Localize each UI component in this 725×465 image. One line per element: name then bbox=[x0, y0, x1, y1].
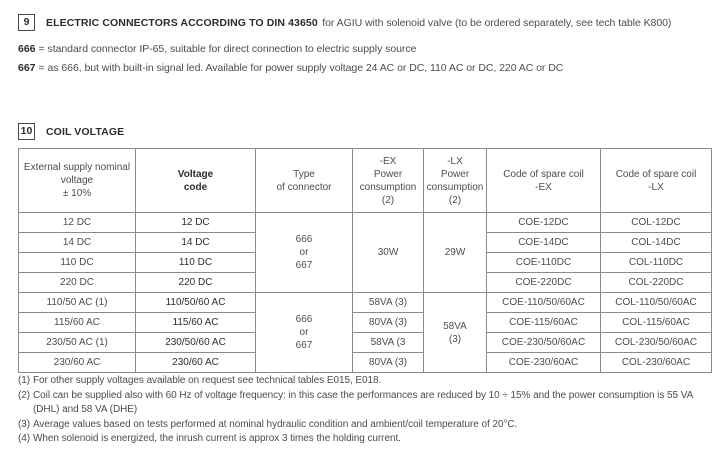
cell-supply-voltage: 14 DC bbox=[19, 233, 136, 253]
cell-ex-power: 58VA (3) bbox=[353, 293, 424, 313]
footnote-text: When solenoid is energized, the inrush current is approx 3 times the holding current. bbox=[33, 433, 401, 444]
footnote-marker: (2) bbox=[18, 389, 31, 401]
column-header-voltage-code: Voltage code bbox=[136, 149, 256, 213]
footnote-item bbox=[18, 432, 718, 447]
column-header-ex-power: -EX Power consumption (2) bbox=[353, 149, 424, 213]
section-10-number: 10 bbox=[18, 123, 35, 140]
footnote-text: Average values based on tests performed at nominal hydraulic condition and ambient/coil temperature of 20°C. bbox=[33, 418, 518, 430]
cell-spare-coil-lx: COL-115/60AC bbox=[601, 313, 712, 333]
cell-spare-coil-ex: COE-110/50/60AC bbox=[487, 293, 601, 313]
cell-ex-power: 80VA (3) bbox=[353, 353, 424, 373]
table-row bbox=[19, 213, 712, 233]
cell-voltage-code: 110 DC bbox=[136, 253, 256, 273]
connector-code-equals: = bbox=[38, 43, 45, 55]
connector-code-text: standard connector IP-65, suitable for direct connection to electric supply source bbox=[47, 43, 417, 55]
connector-code-equals: = bbox=[38, 62, 45, 74]
cell-spare-coil-lx: COL-110DC bbox=[601, 253, 712, 273]
cell-voltage-code: 220 DC bbox=[136, 273, 256, 293]
cell-spare-coil-ex: COE-230/60AC bbox=[487, 353, 601, 373]
cell-ex-power: 58VA (3 bbox=[353, 333, 424, 353]
cell-voltage-code: 115/60 AC bbox=[136, 313, 256, 333]
cell-connector-type-dc: 666 or 667 bbox=[256, 213, 353, 293]
footnote-marker: (4) bbox=[18, 433, 31, 444]
cell-supply-voltage: 220 DC bbox=[19, 273, 136, 293]
cell-spare-coil-lx: COL-14DC bbox=[601, 233, 712, 253]
cell-spare-coil-ex: COE-12DC bbox=[487, 213, 601, 233]
cell-lx-power-dc: 29W bbox=[424, 213, 487, 293]
section-9-subtitle: for AGIU with solenoid valve (to be ordered separately, see tech table K800) bbox=[322, 17, 672, 29]
connector-code-item bbox=[18, 40, 563, 59]
cell-spare-coil-lx: COL-110/50/60AC bbox=[601, 293, 712, 313]
cell-voltage-code: 110/50/60 AC bbox=[136, 293, 256, 313]
table-row bbox=[19, 353, 712, 373]
footnotes-block bbox=[18, 374, 718, 447]
footnote-item bbox=[18, 374, 718, 389]
coil-voltage-table bbox=[18, 148, 712, 373]
cell-spare-coil-lx: COL-230/50/60AC bbox=[601, 333, 712, 353]
table-row bbox=[19, 293, 712, 313]
cell-supply-voltage: 230/50 AC (1) bbox=[19, 333, 136, 353]
cell-connector-type-ac: 666 or 667 bbox=[256, 293, 353, 373]
column-header-spare-coil-lx: Code of spare coil -LX bbox=[601, 149, 712, 213]
table-row bbox=[19, 313, 712, 333]
cell-spare-coil-ex: COE-220DC bbox=[487, 273, 601, 293]
column-header-spare-coil-ex: Code of spare coil -EX bbox=[487, 149, 601, 213]
cell-spare-coil-lx: COL-12DC bbox=[601, 213, 712, 233]
cell-supply-voltage: 230/60 AC bbox=[19, 353, 136, 373]
section-9-title: ELECTRIC CONNECTORS ACCORDING TO DIN 43650 bbox=[46, 17, 318, 29]
cell-spare-coil-ex: COE-14DC bbox=[487, 233, 601, 253]
cell-spare-coil-ex: COE-230/50/60AC bbox=[487, 333, 601, 353]
cell-spare-coil-lx: COL-220DC bbox=[601, 273, 712, 293]
section-9-number: 9 bbox=[18, 14, 35, 31]
connector-code-list bbox=[18, 40, 563, 78]
table-header-row bbox=[19, 149, 712, 213]
footnote-text: For other supply voltages available on request see technical tables E015, E018. bbox=[33, 375, 382, 386]
section-10-header bbox=[18, 123, 124, 140]
cell-ex-power-dc: 30W bbox=[353, 213, 424, 293]
footnote-text: Coil can be supplied also with 60 Hz of voltage frequency: in this case the performances are reduced by 10 ÷ 15% and the power consumption is 55 VA (DHL) and 58 VA (DHE) bbox=[33, 389, 693, 415]
cell-lx-power-ac: 58VA (3) bbox=[424, 293, 487, 373]
section-9-header bbox=[18, 13, 671, 31]
cell-supply-voltage: 110 DC bbox=[19, 253, 136, 273]
table-row bbox=[19, 333, 712, 353]
cell-spare-coil-ex: COE-115/60AC bbox=[487, 313, 601, 333]
cell-voltage-code: 230/50/60 AC bbox=[136, 333, 256, 353]
connector-code-text: as 666, but with built-in signal led. Available for power supply voltage 24 AC or DC, 110 AC or DC, 220 AC or DC bbox=[47, 62, 564, 74]
cell-supply-voltage: 110/50 AC (1) bbox=[19, 293, 136, 313]
cell-ex-power: 80VA (3) bbox=[353, 313, 424, 333]
footnote-marker: (3) bbox=[18, 418, 31, 430]
cell-voltage-code: 230/60 AC bbox=[136, 353, 256, 373]
section-10-title: COIL VOLTAGE bbox=[46, 125, 125, 138]
footnote-item bbox=[18, 418, 718, 433]
connector-code-item bbox=[18, 59, 563, 78]
column-header-supply-voltage: External supply nominal voltage ± 10% bbox=[19, 149, 136, 213]
table-body bbox=[19, 213, 712, 373]
cell-voltage-code: 12 DC bbox=[136, 213, 256, 233]
connector-code-key: 667 bbox=[18, 62, 36, 74]
column-header-lx-power: -LX Power consumption (2) bbox=[424, 149, 487, 213]
footnote-marker: (1) bbox=[18, 375, 31, 386]
connector-code-key: 666 bbox=[18, 43, 36, 55]
cell-spare-coil-lx: COL-230/60AC bbox=[601, 353, 712, 373]
column-header-connector-type: Type of connector bbox=[256, 149, 353, 213]
cell-supply-voltage: 115/60 AC bbox=[19, 313, 136, 333]
section-9-title-group bbox=[46, 13, 671, 31]
footnote-item bbox=[18, 389, 718, 418]
cell-supply-voltage: 12 DC bbox=[19, 213, 136, 233]
cell-voltage-code: 14 DC bbox=[136, 233, 256, 253]
cell-spare-coil-ex: COE-110DC bbox=[487, 253, 601, 273]
